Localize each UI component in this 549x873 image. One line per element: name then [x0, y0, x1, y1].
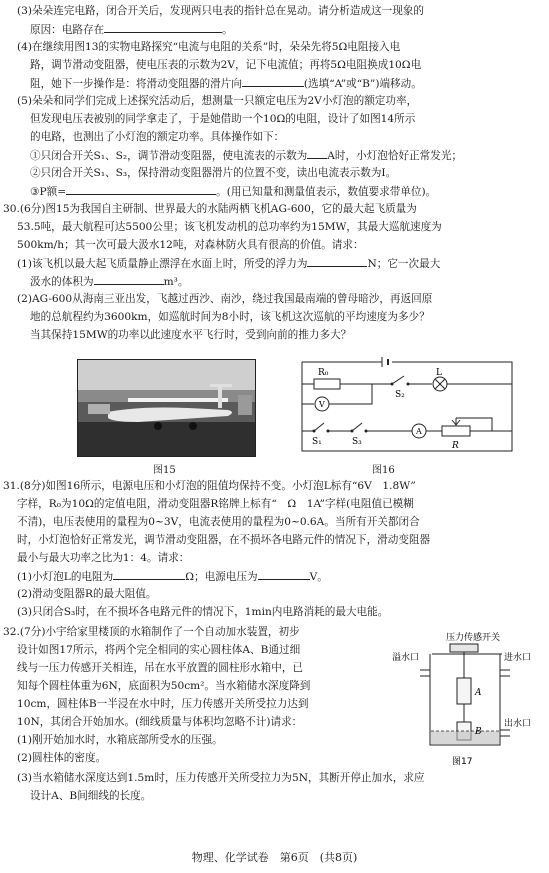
answer-blank[interactable] [66, 185, 216, 195]
label-r: R [452, 441, 459, 451]
label-inlet: 进水口 [504, 653, 532, 663]
q29-4-line2: 路，调节滑动变阻器，使电压表的示数为2V，记下电流值；再将5Ω电阻换成10Ω电 [30, 59, 422, 71]
figure-17-tank [392, 630, 542, 770]
label-s3: S₃ [352, 437, 362, 447]
q30-line2: 53.5吨，最大航程可达5500公里；该飞机发动机的总功率约为15MW，其最大巡航速度为 [17, 221, 442, 233]
q32-3-line2: 设计A、B间细线的长度。 [30, 790, 152, 802]
q29-5-line1: (5)朵朵和同学们完成上述探究活动后，想测量一只额定电压为2V小灯泡的额定功率， [17, 95, 418, 107]
q29-5-step2: ②只闭合开关S₁、S₃，保持滑动变阻器滑片的位置不变，读出电流表示数为I。 [30, 167, 397, 179]
answer-blank[interactable] [258, 570, 310, 580]
answer-blank[interactable] [104, 23, 222, 33]
figure-15-photo [77, 359, 256, 457]
figure-15-caption: 图15 [153, 465, 176, 476]
q32-1: (1)刚开始加水时，水箱底部所受水的压强。 [17, 734, 223, 746]
answer-blank[interactable] [113, 570, 185, 580]
q29-4-line1: (4)在继续用图13的实物电路探究“电流与电阻的关系”时，朵朵先将5Ω电阻接入电 [17, 41, 401, 53]
q29-5-step1: ①只闭合开关S₁、S₂，调节滑动变阻器，使电流表的示数为 A时，小灯泡恰好正常发光； [30, 150, 463, 162]
label-b: B [475, 727, 482, 737]
q30-line1: 30.(6分)图15为我国自主研制、世界最大的水陆两栖飞机AG-600，它的最大起飞质量为 [3, 203, 417, 215]
label-s2: S₂ [395, 390, 405, 400]
q31-line3: 不清)，电压表使用的量程为0~3V，电流表使用的量程为0~0.6A。当所有开关都闭合 [17, 516, 420, 528]
q30-2-line3: 当其保持15MW的功率以此速度水平飞行时，受到向前的推力多大？ [30, 329, 352, 341]
answer-blank[interactable] [307, 149, 327, 159]
page-footer: 物理、化学试卷 第6页 (共8页) [191, 851, 358, 864]
q32-line5: 10cm，圆柱体B一半浸在水中时，压力传感开关所受拉力达到 [17, 698, 309, 710]
q30-1-line2: 汲水的体积为 m³。 [30, 276, 189, 288]
q31-line2: 字样，R₀为10Ω的定值电阻，滑动变阻器R铭牌上标有“ Ω 1A”字样(电阻值已模糊 [17, 498, 414, 510]
label-ammeter: A [416, 427, 422, 436]
q29-3-line1: (3)朵朵连完电路，闭合开关后，发现两只电表的指针总在晃动。请分析造成这一现象的 [17, 5, 424, 17]
q31-1: (1)小灯泡L的电阻为 Ω；电源电压为 V。 [17, 571, 328, 583]
q30-2-line1: (2)AG-600从海南三亚出发，飞越过西沙、南沙，绕过我国最南端的曾母暗沙，再返回原 [17, 293, 433, 305]
label-r0: R₀ [318, 368, 329, 378]
q31-2: (2)滑动变阻器R的最大阻值。 [17, 588, 157, 600]
q32-3-line1: (3)当水箱储水深度达到1.5m时，压力传感开关所受拉力为5N，其断开停止加水，求应 [17, 772, 425, 784]
q32-line4: 知每个圆柱体重为6N，底面积为50cm²。当水箱储水深度降到 [17, 680, 311, 692]
q30-1-line1: (1)该飞机以最大起飞质量静止漂浮在水面上时，所受的浮力为 N；它一次最大 [17, 258, 441, 270]
q30-2-line2: 地的总航程约为3600km，如巡航时间为8小时，该飞机这次巡航的平均速度为多少？ [30, 311, 430, 323]
answer-blank[interactable] [94, 275, 164, 285]
figure-16-caption: 图16 [372, 465, 395, 476]
q29-5-step3: ③P额= 。(用已知量和测量值表示，数值要求带单位)。 [30, 186, 437, 198]
q29-5-line2: 但发现电压表被别的同学拿走了，于是她借助一个10Ω的电阻，设计了如图14所示 [30, 113, 416, 125]
label-outlet: 出水口 [504, 719, 532, 729]
figure-16-circuit [292, 356, 520, 464]
q29-5-line3: 的电路，也测出了小灯泡的额定功率。具体操作如下： [30, 131, 285, 143]
q32-line2: 设计如图17所示，将两个完全相同的实心圆柱体A、B通过细 [17, 644, 301, 656]
q32-line1: 32.(7分)小宇给家里楼顶的水箱制作了一个自动加水装置，初步 [3, 626, 300, 638]
label-voltmeter: V [319, 400, 325, 409]
answer-blank[interactable] [242, 77, 304, 87]
label-sensor: 压力传感开关 [446, 633, 501, 643]
label-a: A [475, 688, 482, 698]
label-lamp: L [436, 368, 442, 378]
q31-3: (3)只闭合S₃时，在不损坏各电路元件的情况下，1min内电路消耗的最大电能。 [17, 606, 389, 618]
q32-2: (2)圆柱体的密度。 [17, 752, 107, 764]
label-s1: S₁ [312, 437, 322, 447]
q32-line6: 10N，其闭合开始加水。(细线质量与体积均忽略不计)请求： [17, 716, 303, 728]
label-overflow: 溢水口 [392, 653, 420, 663]
q31-line4: 时，小灯泡恰好正常发光，调节滑动变阻器，在不损坏各电路元件的情况下，滑动变阻器 [17, 534, 431, 546]
q32-line3: 线与一压力传感开关相连，吊在水平放置的圆柱形水箱中，已 [17, 662, 304, 674]
q29-3-line2: 原因：电路存在 。 [30, 24, 233, 36]
q31-line5: 最小与最大功率之比为1：4。请求： [17, 552, 190, 564]
q31-line1: 31.(8分)如图16所示，电源电压和小灯泡的阻值均保持不变。小灯泡L标有“6V 1.8W” [3, 480, 416, 492]
q30-line3: 500km/h；其一次可最大汲水12吨，对森林防火具有很高的价值。请求： [17, 239, 364, 251]
q29-4-line3: 阻，她下一步操作是：将滑动变阻器的滑片向 (选填“A”或“B”)端移动。 [30, 78, 422, 90]
figure-17-caption: 图17 [452, 757, 473, 767]
answer-blank[interactable] [307, 257, 367, 267]
